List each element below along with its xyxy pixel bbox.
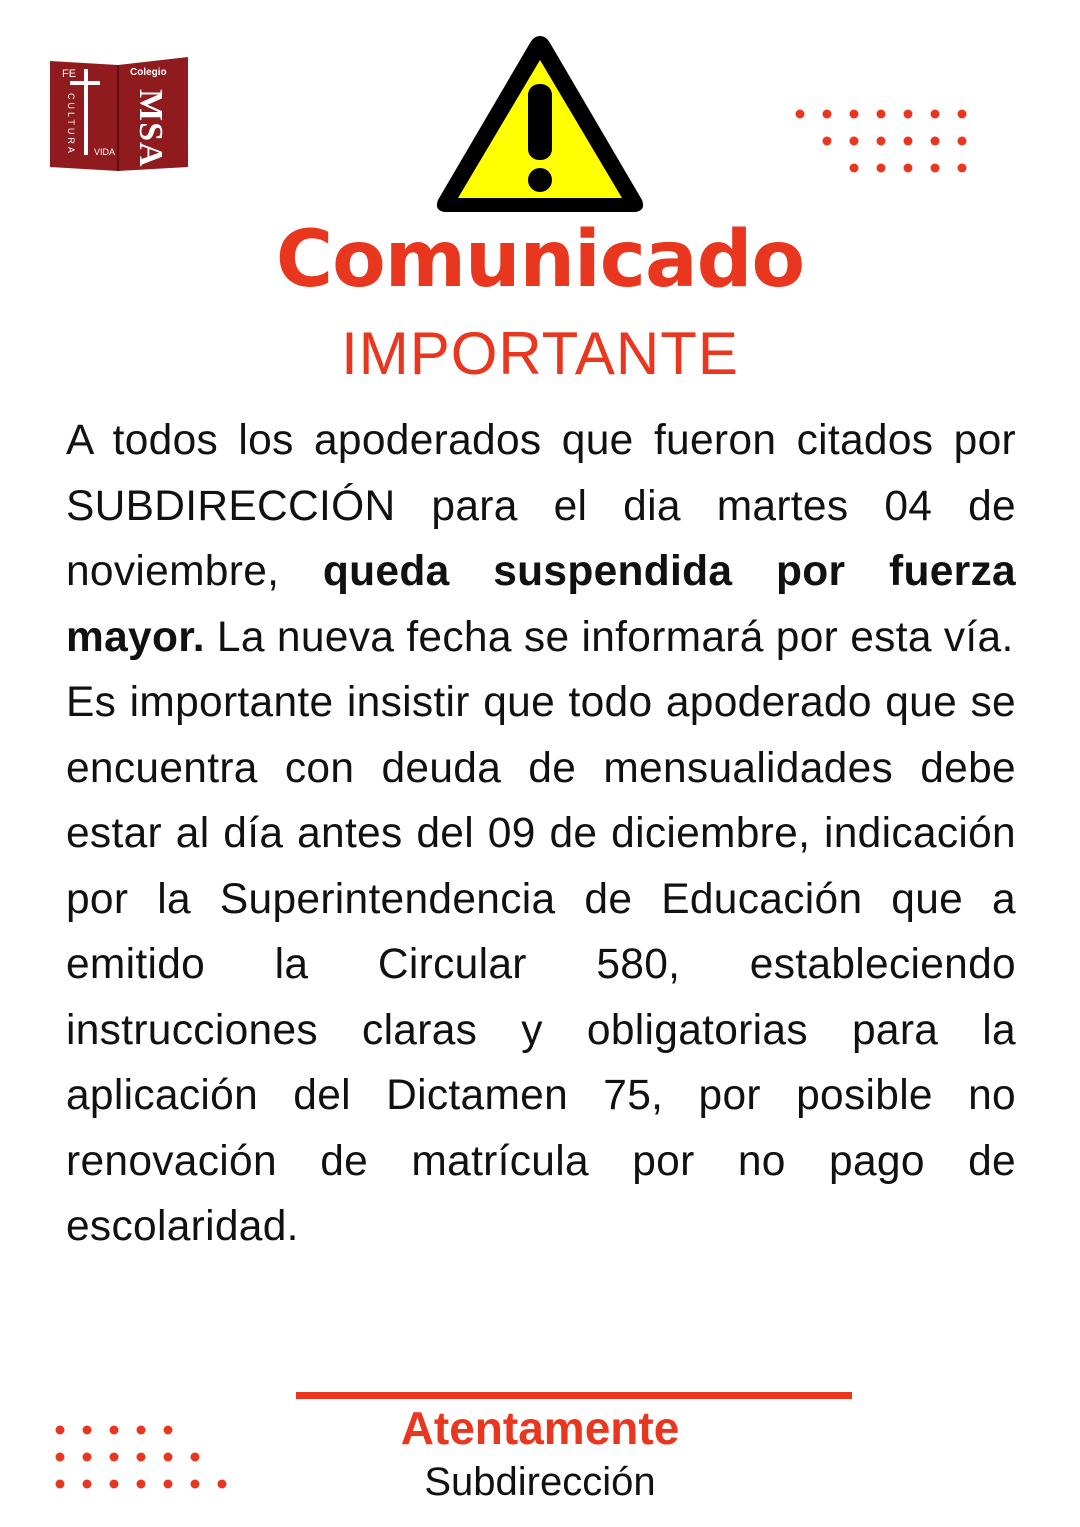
paragraph-1-text-a: A todos los apoderados que fueron citados por SUBDIRECCIÓN para el dia martes 04 de noviembre,: [66, 417, 1016, 595]
closing-salutation: Atentamente: [400, 1402, 680, 1454]
decorative-dots-top-right: [792, 106, 970, 176]
paragraph-suspension: [66, 408, 1016, 670]
logo-word-colegio: Colegio: [130, 67, 167, 78]
school-logo: [48, 55, 190, 173]
paragraph-debt-notice: Es importante insistir que todo apoderado que se encuentra con deuda de mensualidades debe estar al día antes del 09 de diciembre, indicación por la Superintendencia de Educación que a emitido la Circular 580, estableciendo instrucciones claras y obligatorias para la aplicación del Dictamen 75, por posible no renovación de matrícula por no pago de escolaridad.: [66, 679, 1016, 1250]
logo-word-cultura: CULTURA: [66, 93, 76, 156]
warning-triangle-icon: [430, 28, 650, 220]
page-subtitle: IMPORTANTE: [341, 320, 739, 387]
announcement-body: [66, 408, 1016, 1260]
page-title: Comunicado: [275, 215, 805, 305]
paragraph-1-emphasis: queda suspendida por fuerza mayor.: [66, 548, 1016, 661]
logo-monogram: MSA: [132, 89, 169, 168]
paragraph-1-text-b: La nueva fecha se informará por esta vía.: [204, 613, 1014, 661]
signature: Subdirección: [424, 1460, 656, 1504]
logo-word-vida: VIDA: [94, 147, 116, 157]
logo-word-fe: FE: [62, 68, 77, 80]
footer-divider: [296, 1392, 852, 1399]
